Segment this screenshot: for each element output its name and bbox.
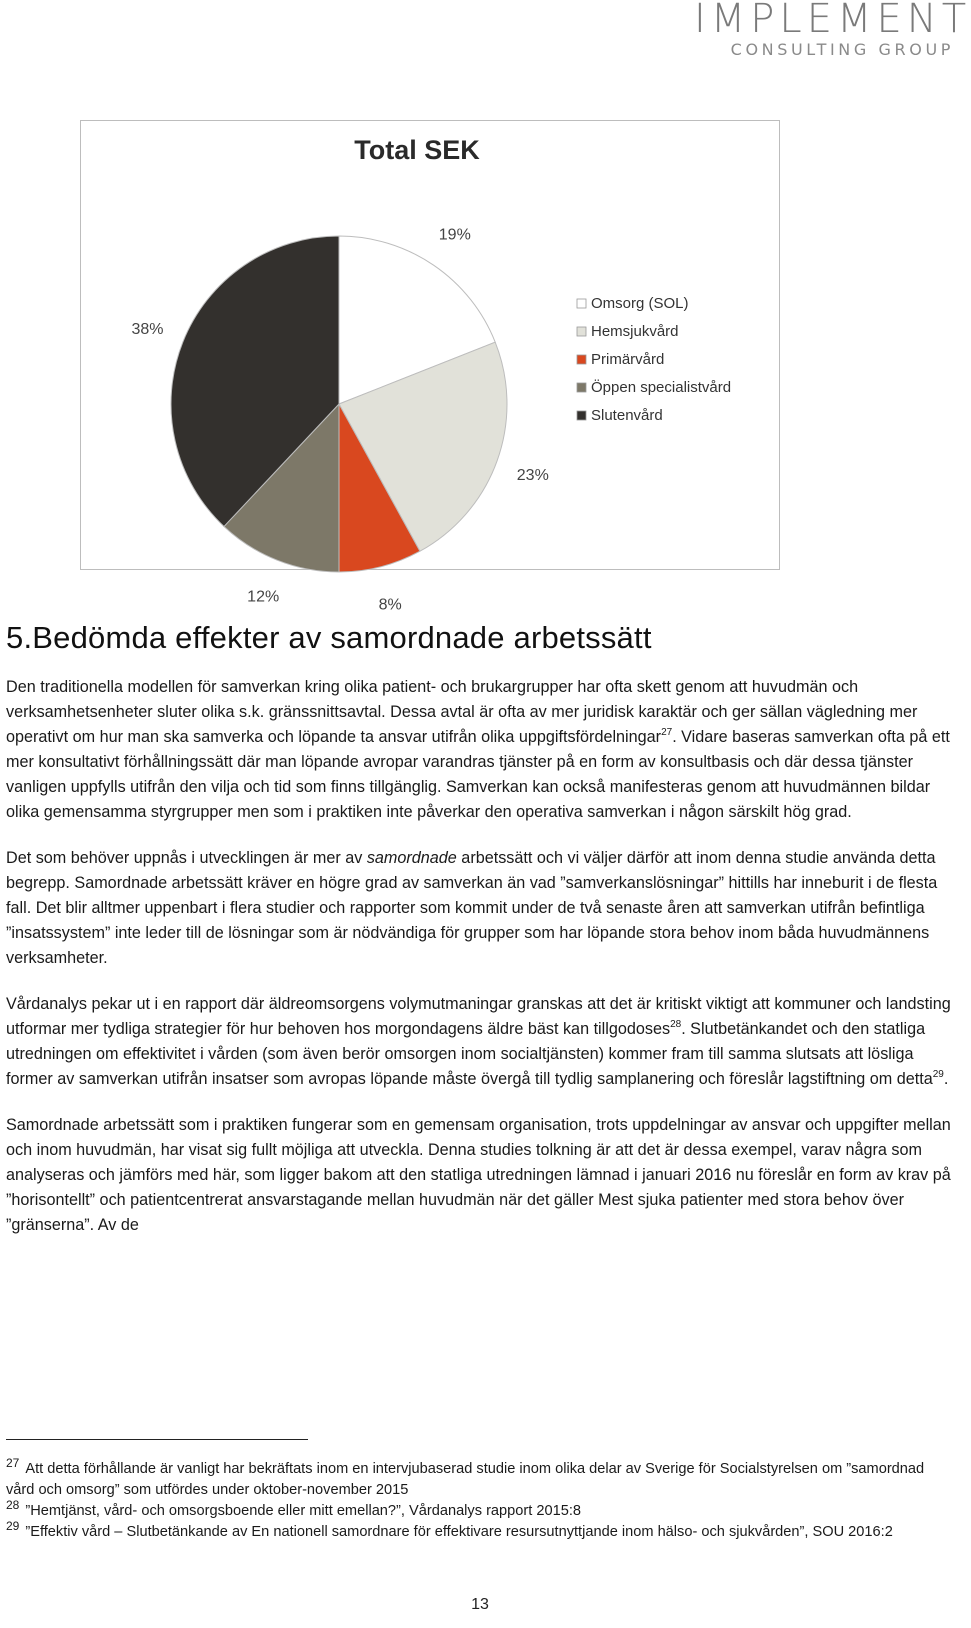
paragraph: Det som behöver uppnås i utvecklingen är mer av samordnade arbetssätt och vi väljer därför att inom denna studie använda detta begrepp. Samordnade arbetssätt kräver en högre grad av samverkan än vad ”samverkanslösningar” hittills har inneburit i de flesta fall. Det blir alltmer uppenbart i flera studier och rapporter som kommit under de två senaste åren att samverkan utifrån befintliga ”insatssystem” inte leder till de lösningar som är nödvändiga för grupper som har löpande stora behov inom båda huvudmännens verksamheter.	[6, 849, 938, 967]
footnote-text: ”Effektiv vård – Slutbetänkande av En nationell samordnare för effektivare resursutnyttjande inom hälso- och sjukvården”, SOU 2016:2	[25, 1524, 893, 1540]
legend-swatch	[577, 327, 586, 336]
pie-value-label: 8%	[378, 596, 402, 614]
footnote	[6, 1456, 951, 1501]
legend-label: Slutenvård	[591, 407, 663, 424]
footnote-ref: 29	[932, 1069, 944, 1080]
emphasis: samordnade	[366, 849, 457, 867]
legend-swatch	[577, 299, 586, 308]
legend-swatch	[577, 355, 586, 364]
chart-legend	[577, 295, 731, 424]
pie-value-label: 12%	[247, 588, 280, 606]
pie-value-label: 23%	[516, 466, 549, 484]
footnote-ref: 27	[661, 727, 673, 738]
legend-label: Omsorg (SOL)	[591, 295, 689, 312]
pie-chart	[81, 121, 779, 614]
paragraph: Samordnade arbetssätt som i praktiken fungerar som en gemensam organisation, trots uppdelningar av ansvar och uppgifter mellan och inom huvudmän, har visat sig fullt möjliga att utveckla. Denna studies tolkning är att det är dessa exempel, varav några som analyseras och jämförs med här, som ligger bakom att den statliga utredningen lämnad i januari 2016 nu föreslår en form av krav på ”horisontellt” och patientcentrerat ansvarstagande mellan huvudmän när det gäller Mest sjuka patienter med stora behov över ”gränserna”. Av de	[6, 1116, 951, 1234]
chart-title: Total SEK	[354, 135, 480, 165]
footnote-number: 28	[6, 1498, 20, 1512]
legend-label: Hemsjukvård	[591, 323, 679, 340]
paragraph: Den traditionella modellen för samverkan kring olika patient- och brukargrupper har ofta skett genom att huvudmän och verksamhetsenheter sluter olika s.k. gränssnittsavtal. Dessa avtal är ofta av mer juridisk karaktär och ger sällan vägledning mer operativt om hur man ska samverka och löpande ta ansvar utifrån olika uppgiftsfördelningar$^{27}$. Vidare baseras samverkan ofta på ett mer konsultativt förhållningssätt där man löpande avropar varandras tjänster på en form av konsultbasis och där dessa tjänster vanligen uppfylls utifrån den vilja och tid som finns tillgänglig. Samverkan kan också manifesteras genom att huvudmännen bildar olika gemensamma styrgrupper men som i praktiken inte påverkar den operativa samverkan i någon särskilt hög grad.	[6, 678, 950, 821]
logo-subtitle: CONSULTING GROUP	[730, 40, 954, 59]
legend-label: Primärvård	[591, 351, 665, 368]
legend-swatch	[577, 383, 586, 392]
footnote-ref: 28	[670, 1019, 682, 1030]
footnote-text: Att detta förhållande är vanligt har bekräftats inom en intervjubaserad studie inom olika delar av Sverige för Socialstyrelsen om ”samordnad vård och omsorg” som utfördes under oktober-november 2015	[6, 1461, 925, 1498]
footnotes	[6, 1456, 951, 1543]
footnote	[6, 1519, 951, 1543]
paragraph: Vårdanalys pekar ut i en rapport där äldreomsorgens volymutmaningar granskas att det är kritiskt viktigt att kommuner och landsting utformar mer tydliga strategier för hur behoven hos morgondagens äldre bäst kan tillgodoses$^{28}$. Slutbetänkandet och den statliga utredningen om effektivitet i vården (som även berör omsorgen inom socialtjänsten) kommer fram till samma slutsats att lösliga former av samverkan utifrån insatser som avropas löpande måste övergå till tydlig samplanering och föreslår lagstiftning om detta$^{29}$.	[6, 995, 951, 1088]
legend-swatch	[577, 411, 586, 420]
footnote-number: 29	[6, 1519, 20, 1533]
pie-value-label: 19%	[438, 226, 471, 244]
section-title: 5.Bedömda effekter av samordnade arbetssätt	[6, 620, 652, 655]
page-number: 13	[471, 1596, 489, 1613]
footnote-number: 27	[6, 1456, 20, 1470]
body-text	[6, 675, 951, 1259]
logo-wordmark: IMPLEMENT	[694, 0, 971, 42]
pie-chart-frame	[80, 120, 780, 614]
footnote	[6, 1498, 951, 1522]
pie-value-label: 38%	[131, 321, 164, 339]
legend-label: Öppen specialistvård	[591, 379, 732, 396]
pie-slices	[171, 236, 507, 572]
footnote-text: ”Hemtjänst, vård- och omsorgsboende eller mitt emellan?”, Vårdanalys rapport 2015:8	[25, 1503, 582, 1519]
footnote-divider	[6, 1439, 308, 1440]
company-logo	[694, 0, 971, 60]
